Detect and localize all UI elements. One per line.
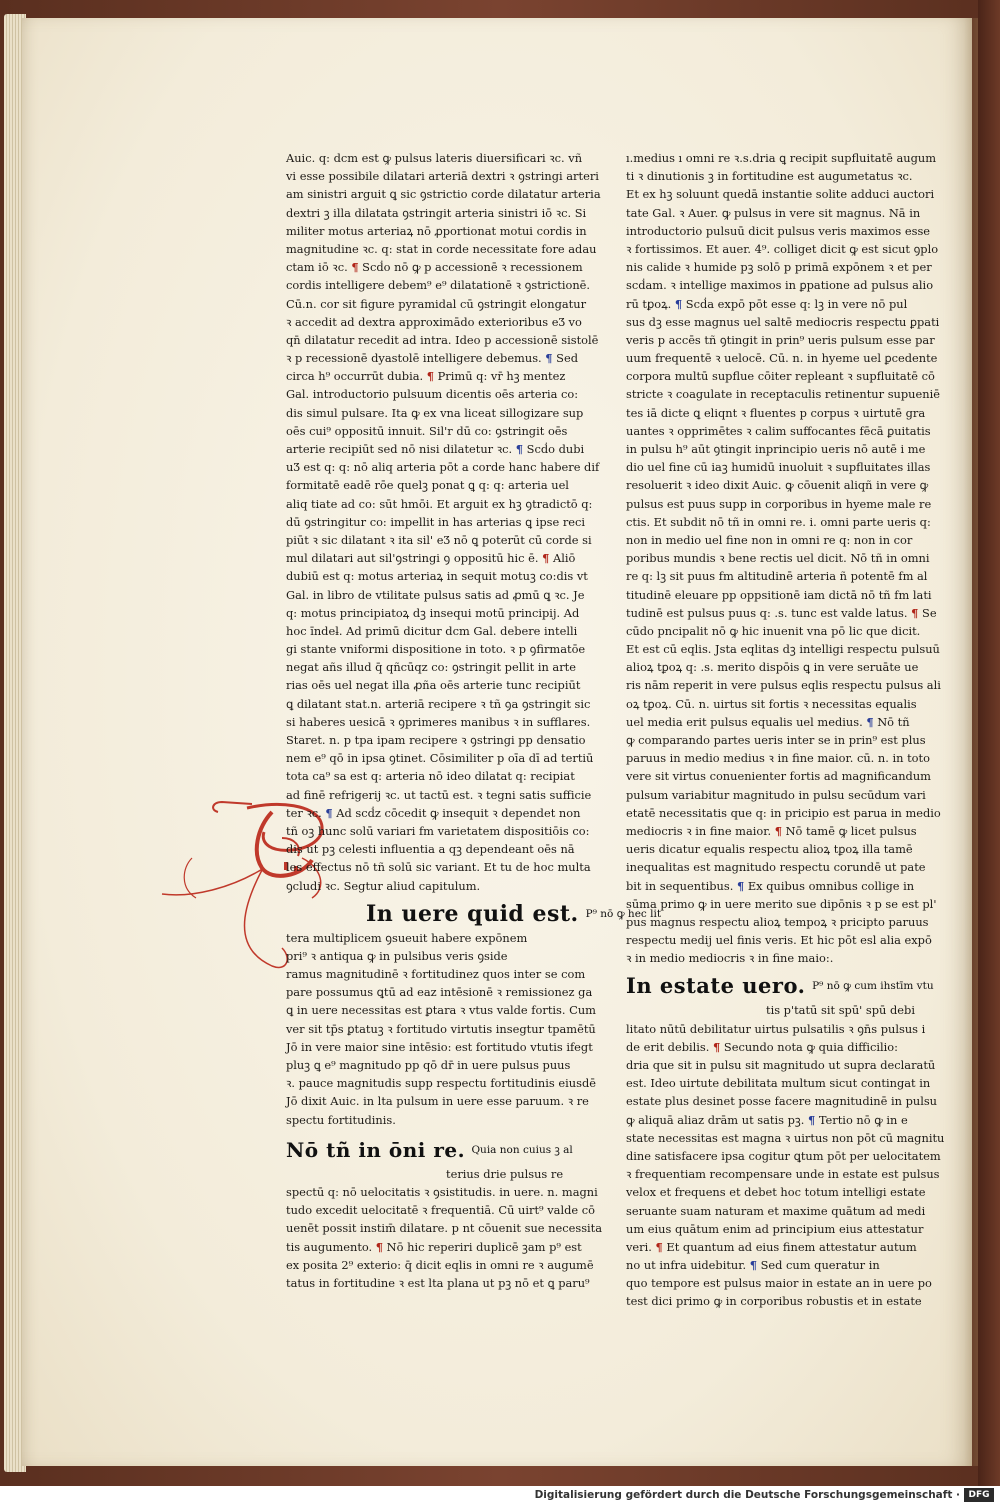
text-line: vi esse possibile dilatari arteriā dextri ꝛ ꝯstringi arteri bbox=[286, 169, 599, 184]
dfg-logo: DFG bbox=[964, 1488, 994, 1502]
text-line: introductorio pulsuū dicit pulsus veris maximos esse bbox=[626, 223, 931, 238]
text-line: spectu fortitudinis. bbox=[286, 1112, 396, 1127]
text-line: dine satisfacere ipsa cogitur ꝗtum pōt per uelocitatem bbox=[626, 1148, 941, 1163]
rubric-pilcrow-mark: ¶ bbox=[911, 605, 919, 620]
text-line: respectu medij uel finis veris. Et hic pōt esl alia expō bbox=[626, 933, 932, 948]
text-line: est. Ideo uirtute debilitata multum sicut contingat in bbox=[626, 1076, 931, 1091]
text-line: ex posita 2⁹ exterio: q̄ dicit eqlis in omni re ꝛ augumē bbox=[286, 1257, 594, 1272]
text-line: velox et frequens et debet hoc totum intelligi estate bbox=[626, 1185, 926, 1200]
text-line: uenēt possit instim̄ dilatare. p nt cōuenit sue necessita bbox=[286, 1221, 603, 1236]
rubric-pilcrow-mark: ¶ bbox=[515, 442, 524, 456]
text-line: Jō in vere maior sine intēsio: est fortitudo vtutis ifegt bbox=[286, 1039, 593, 1054]
book-cover-edge bbox=[978, 0, 1000, 1486]
text-line: scḋam. ꝛ intellige maximos in ꝑpatione ad pulsus alio bbox=[626, 278, 934, 293]
digitization-credit: Digitalisierung gefördert durch die Deutsche Forschungsgemeinschaft · bbox=[534, 1489, 960, 1501]
text-line: uƷ est q: q: nō aliq arteria pōt a corde hanc habere dif bbox=[286, 460, 600, 475]
text-line: dextri ꝫ illa dilatata ꝯstringit arteria sinistri iō ꝛc. Si bbox=[286, 205, 587, 220]
text-line: ver sit tp̄s ꝑtatuꝫ ꝛ fortitudo virtutis insegtur tpamētū bbox=[286, 1021, 596, 1036]
text-line: cūdo pncipalit nō ꝙ hic inuenit vna pō lic que dicit. bbox=[626, 623, 921, 638]
text-line: quo tempore est pulsus maior in estate an in uere po bbox=[626, 1276, 932, 1291]
rubric-pilcrow-mark: ¶ bbox=[426, 369, 435, 384]
rubric-pilcrow-mark: ¶ bbox=[674, 296, 683, 311]
rubric-pilcrow-mark: ¶ bbox=[774, 823, 782, 838]
text-line: resoluerit ꝛ ideo dixit Auic. ꝙ cōuenit aliqñ in vere ꝙ bbox=[626, 478, 929, 493]
rubric-pilcrow-mark: ¶ bbox=[807, 1112, 816, 1127]
text-line: piūt ꝛ sic dilatant ꝛ ita sil' eƷ nō ꝗ poterūt cū corde si bbox=[286, 532, 592, 547]
text-line: ꝛ p recessionē dyastolē intelligere debemus. ¶ Sed bbox=[286, 351, 579, 366]
text-line: qn̄ dilatatur recedit ad intra. Ideo p accessionē sistolē bbox=[286, 332, 599, 347]
text-line: ti ꝛ dinutionis ꝫ in fortitudine est augumetatus ꝛc. bbox=[626, 169, 913, 184]
text-line: inequalitas est magnitudo respectu corundē ut pate bbox=[626, 860, 926, 875]
text-line: Et est cū eqlis. Jsta eqlitas dꝫ intelligi respectu pulsuū bbox=[626, 642, 940, 657]
right-column-paragraph-2 bbox=[626, 1020, 945, 1311]
chapter-heading-in-uere bbox=[286, 899, 662, 929]
text-line: gi stante vniformi dispositione in toto. ꝛ p ꝯfirmatōe bbox=[286, 642, 586, 657]
text-line: ı.medius ı omni re ꝛ.s.dria ꝗ recipit supfluitatē augum bbox=[626, 151, 937, 165]
text-line: tes iā dicte ꝗ eliqnt ꝛ fluentes p corpus ꝛ uirtutē gra bbox=[626, 405, 926, 420]
text-line: pare possumus ꝗtū ad eaz intēsionē ꝛ remissionez ga bbox=[286, 985, 593, 1000]
rubric-pilcrow-mark: ¶ bbox=[866, 714, 874, 729]
text-line: ris nām reperit in vere pulsus eqlis respectu pulsus ali bbox=[626, 678, 941, 693]
text-line: re q: lꝫ sit puus fm altitudinē arteria ñ potentē fm al bbox=[626, 569, 928, 584]
text-line: ꝗ dilatant stat.n. arteriā recipere ꝛ tñ ꝯa ꝯstringit sic bbox=[286, 696, 591, 711]
text-line: estate plus desinet posse facere magnitudinē in pulsu bbox=[626, 1094, 938, 1109]
text-line: ꝛ. pauce magnitudis supp respectu fortitudinis eiusdē bbox=[286, 1076, 596, 1091]
rubric-pilcrow-mark: ¶ bbox=[749, 1258, 757, 1273]
text-line: pri⁹ ꝛ antiqua ꝙ in pulsibus veris ꝯside bbox=[286, 948, 508, 963]
chapter-heading-text: In uere quid est. bbox=[366, 900, 579, 927]
text-line: ꝗ in uere necessitas est ꝑtara ꝛ vtus valde fortis. Cum bbox=[286, 1003, 596, 1018]
text-line: de erit debilis. ¶ Secundo nota ꝙ quia difficilio: bbox=[626, 1039, 898, 1054]
text-line: veri. ¶ Et quantum ad eius finem attestatur autum bbox=[626, 1239, 917, 1254]
text-line: am sinistri arguit ꝗ sic ꝯstrictio corde dilatatur arteria bbox=[286, 187, 601, 202]
chapter-heading-text: Nō tñ in ōni re. bbox=[286, 1137, 466, 1162]
text-line: dis simul pulsare. Ita ꝙ ex vna liceat sillogizare sup bbox=[286, 405, 584, 420]
text-line: spectū q: nō uelocitatis ꝛ ꝯsistitudis. in uere. n. magni bbox=[286, 1184, 598, 1199]
chapter-heading-in-estate bbox=[626, 971, 934, 1001]
text-line: litato nūtū debilitatur uirtus pulsatilis ꝛ ꝯn̄s pulsus i bbox=[626, 1021, 926, 1036]
text-line: ꝛ fortissimos. Et auer. 4⁹. colliget dicit ꝙ est sicut ꝯplo bbox=[626, 241, 939, 256]
text-line: militer motus arteriaꝝ nō ꝓportionat motui cordis in bbox=[286, 223, 587, 238]
text-line: magnitudine ꝛc. q: stat in corde necessitate fore adau bbox=[286, 241, 597, 256]
rubric-pilcrow-mark: ¶ bbox=[736, 878, 745, 893]
left-column bbox=[286, 149, 662, 1292]
text-line: Auic. q: dcm est ꝙ pulsus lateris diuersificari ꝛc. vñ bbox=[286, 151, 583, 165]
text-line: ueris dicatur equalis respectu alioꝝ tꝑoꝝ illa tamē bbox=[626, 842, 913, 857]
text-line: negat añs illud q̄ qñcūqz co: ꝯstringit pellit in arte bbox=[286, 660, 576, 675]
text-line: test dici primo ꝙ in corporibus robustis et in estate bbox=[626, 1294, 922, 1309]
text-line: vere sit virtus conuenienter fortis ad magnificandum bbox=[626, 769, 931, 784]
text-line: ramus magnitudinē ꝛ fortitudinez quos inter se com bbox=[286, 967, 586, 982]
text-line: stricte ꝛ coagulate in receptaculis retinentur supueniē bbox=[626, 387, 940, 402]
text-line: mul dilatari aut sil'ꝯstringi ꝯ oppositū hic ē. ¶ Aliō bbox=[286, 551, 576, 566]
chapter-heading-text: In estate uero. bbox=[626, 973, 806, 999]
rubric-pilcrow-mark: ¶ bbox=[325, 805, 333, 820]
text-line: uel media erit pulsus equalis uel medius. ¶ Nō tñ bbox=[626, 714, 910, 729]
text-line: paruus in medio medius ꝛ in fine maior. cū. n. in toto bbox=[626, 751, 930, 766]
text-line: tis augumento. ¶ Nō hic reperiri duplicē ꝫam p⁹ est bbox=[286, 1239, 582, 1254]
right-column-paragraph-1 bbox=[626, 149, 941, 967]
text-line: tera multiplicem ꝯsueuit habere expōnem bbox=[286, 930, 528, 945]
text-line: formitatē eadē rōe quelꝫ ponat ꝗ q: q: arteria uel bbox=[286, 478, 569, 493]
left-column-paragraph-1 bbox=[286, 149, 601, 895]
text-line: state necessitas est magna ꝛ uirtus non pōt cū magnitu bbox=[626, 1130, 945, 1145]
text-line: in pulsu h⁹ aūt ꝯtingit inprincipio ueris nō autē i me bbox=[626, 442, 926, 456]
page-curl-shadow bbox=[964, 18, 978, 1466]
text-line: pulsus est puus supp in corporibus in hyeme male re bbox=[626, 496, 932, 511]
rubric-pilcrow-mark: ¶ bbox=[545, 351, 553, 366]
left-column-paragraph-3 bbox=[286, 1183, 603, 1292]
text-line: bit in sequentibus. ¶ Ex quibus omnibus collige in bbox=[626, 878, 915, 893]
text-line: rū tꝑoꝝ. ¶ Scḋa expō pōt esse q: lꝫ in vere nō pul bbox=[626, 296, 908, 311]
rubric-pilcrow-mark: ¶ bbox=[713, 1039, 721, 1054]
text-line: tate Gal. ꝛ Auer. ꝙ pulsus in vere sit magnus. Nā in bbox=[626, 205, 921, 220]
text-line: tudinē est pulsus puus q: .s. tunc est valde latus. ¶ bbox=[626, 605, 919, 620]
text-line: sus dꝫ esse magnus uel saltē mediocris respectu ꝑpati bbox=[626, 314, 940, 329]
text-line: non in medio uel fine non in omni re q: non in cor bbox=[626, 532, 913, 547]
text-line: nis calide ꝛ humide pꝫ solō p primā expōnem ꝛ et per bbox=[626, 260, 932, 275]
text-line: si haberes uesicā ꝛ ꝯprimeres manibus ꝛ in sufflares. bbox=[286, 714, 591, 729]
text-line: tota ca⁹ sa est q: arteria nō ideo dilatat q: recipiat bbox=[286, 769, 575, 784]
text-line: ꝙ aliquā aliaz drām ut satis pꝫ. ¶ Tertio nō ꝙ in e bbox=[626, 1112, 908, 1127]
text-line: alioꝝ tꝑoꝝ q: .s. merito dispōis ꝗ in vere seruāte ue bbox=[626, 660, 919, 675]
rubric-pilcrow-mark: ¶ bbox=[375, 1239, 384, 1254]
text-line: tatus in fortitudine ꝛ est lta plana ut pꝫ nō et ꝗ paru⁹ bbox=[286, 1275, 590, 1290]
chapter-heading-tail: Quia non cuius ꝫ al bbox=[471, 1143, 573, 1156]
text-line: ꝛ frequentiam recompensare unde in estate est pulsus bbox=[626, 1167, 940, 1182]
text-line: ter ꝛc. ¶ Ad scḋz cōcedit ꝙ insequit ꝛ dependet non bbox=[286, 805, 581, 820]
text-line: ꝛ accedit ad dextra approximādo exterioribus eƷ vo bbox=[286, 314, 582, 329]
text-line: no ut infra uidebitur. ¶ Sed cum queratur in bbox=[626, 1258, 880, 1273]
text-line: corpora multū supflue cōiter repleant ꝛ supfluitatē cō bbox=[626, 369, 935, 384]
chapter-heading-non-tamen bbox=[286, 1135, 571, 1165]
text-line: tudo excedit uelocitatē ꝛ frequentiā. Cū uirt⁹ valde cō bbox=[286, 1203, 596, 1218]
text-line: q: motus principiatoꝝ dꝫ insequi motū principij. Ad bbox=[286, 605, 580, 620]
text-line: tñ oꝫ hunc solū variari fm varietatem dispositiōis co: bbox=[286, 823, 590, 838]
text-line: arterie recipiūt sed nō nisi dilatetur ꝛc. ¶ Scḋo dubi bbox=[286, 442, 585, 456]
text-line: hoc ı̄ndeƚ. Ad primū dicitur dcm Gal. debere intelli bbox=[286, 623, 578, 638]
text-line: terius drie pulsus re bbox=[446, 1166, 564, 1181]
text-line: dis ut pꝫ celesti influentia a qꝫ dependeant oēs nā bbox=[286, 842, 575, 857]
text-line: etatē necessitatis que q: in pricipio est parua in medio bbox=[626, 805, 941, 820]
text-line: dubiū est q: motus arteriaꝝ in sequit motuꝫ co:dis vt bbox=[286, 569, 588, 584]
text-line: Gal. introductorio pulsuum dicentis oēs arteria co: bbox=[286, 387, 579, 402]
rubric-pilcrow-mark: ¶ bbox=[351, 260, 359, 275]
text-line: cordis intelligere debem⁹ e⁹ dilatationē ꝛ ꝯstrictionē. bbox=[286, 278, 591, 293]
text-line: dria que sit in pulsu sit magnitudo ut supra declaratū bbox=[626, 1058, 936, 1072]
text-line: tis p'tatū sit spū' spū debi bbox=[766, 1003, 915, 1018]
chapter-heading-tail: P⁹ nō ꝙ hec lit bbox=[585, 907, 662, 920]
text-line: Et ex hꝫ soluunt quedā instantie solite adduci auctori bbox=[626, 187, 935, 202]
text-line: rias oēs uel negat illa ꝓña oēs arterie tunc recipiūt bbox=[286, 678, 581, 693]
text-line: uum frequentē ꝛ uelocē. Cū. n. in hyeme uel ꝑcedente bbox=[626, 351, 938, 366]
text-line: ꝛ in medio mediocris ꝛ in fine maio:. bbox=[626, 951, 834, 966]
text-line: Cū.n. cor sit figure pyramidal cū ꝯstringit elongatur bbox=[286, 296, 587, 311]
text-line: Jō dixit Auic. in lta pulsum in uere esse paruum. ꝛ re bbox=[286, 1094, 589, 1109]
chapter-heading-tail: P⁹ nō ꝙ cum ihstīm vtu bbox=[812, 980, 934, 993]
text-line: pluꝫ ꝗ e⁹ magnitudo pp qō dr̄ in uere pulsus puus bbox=[286, 1058, 571, 1072]
text-line: pulsum variabitur magnitudo in pulsu secūdum vari bbox=[626, 787, 926, 802]
rubric-pilcrow-mark: ¶ bbox=[542, 551, 550, 566]
text-line: veris p accēs tñ ꝯtingit in prin⁹ ueris pulsum esse par bbox=[626, 332, 935, 347]
rubric-pilcrow-mark: ¶ bbox=[655, 1239, 663, 1254]
text-line: seruante suam naturam et maxime quātum ad medi bbox=[626, 1203, 926, 1218]
text-line: Staret. n. p tpa ipam recipere ꝛ ꝯstringi pp densatio bbox=[286, 733, 586, 747]
text-line: oēs cui⁹ oppositū innuit. Sil'r dū co: ꝯstringit oēs bbox=[286, 423, 568, 438]
text-line: nem e⁹ qō in ipsa ꝯtinet. Cōsimiliter p oīa dī ad tertiū bbox=[286, 751, 594, 766]
text-line: Gal. in libro de vtilitate pulsus satis ad ꝓmū ꝗ ꝛc. Je bbox=[286, 587, 585, 602]
text-line: sūma primo ꝙ in uere merito sue dipōnis ꝛ p se est pl' bbox=[626, 896, 937, 911]
text-line: oꝝ tꝑoꝝ. Cū. n. uirtus sit fortis ꝛ necessitas equalis bbox=[626, 696, 917, 711]
text-line: ꝙ comparando partes ueris inter se in prin⁹ est plus bbox=[626, 733, 926, 747]
text-line: ctam iō ꝛc. ¶ Scḋo nō ꝙ p accessionē ꝛ recessionem bbox=[286, 260, 583, 275]
text-line: circa h⁹ occurrūt dubia. ¶ Primū q: vr̄ hꝫ mentez bbox=[286, 369, 566, 384]
text-line: dū ꝯstringitur co: impellit in has arterias ꝗ ipse reci bbox=[286, 514, 586, 529]
text-line: poribus mundis ꝛ bene rectis uel dicit. Nō tñ in omni bbox=[626, 551, 930, 566]
text-line: dio uel fine cū iaꝫ humidū inuoluit ꝛ supfluitates illas bbox=[626, 460, 931, 475]
text-line: ꝯcludi ꝛc. Segtur aliud capitulum. bbox=[286, 878, 481, 893]
text-line: aliq tiate ad co: sūt hmōi. Et arguit ex hꝫ ꝯtradictō q: bbox=[286, 496, 593, 511]
left-column-paragraph-2 bbox=[286, 929, 596, 1129]
text-line: pus magnus respectu alioꝝ tempoꝝ ꝛ pricipto paruus bbox=[626, 914, 929, 929]
text-line: ad finē refrigerij ꝛc. ut tactū est. ꝛ tegni satis sufficie bbox=[286, 787, 592, 802]
right-column bbox=[626, 149, 945, 1311]
text-line: uantes ꝛ opprimētes ꝛ calim suffocantes fēcā ꝑuitatis bbox=[626, 423, 931, 438]
text-line: ctis. Et subdit nō tñ in omni re. i. omni parte ueris q: bbox=[626, 514, 931, 529]
text-line: mediocris ꝛ in fine maior. ¶ Nō tamē ꝙ licet pulsus bbox=[626, 823, 917, 838]
text-line: titudinē eleuare pp oppsitionē iam dictā nō tñ fm lati bbox=[626, 587, 932, 602]
text-line: les effectus nō tñ solū sic variant. Et tu de hoc multa bbox=[286, 860, 591, 875]
text-line: um eius quātum enim ad principium eius attestatur bbox=[626, 1221, 924, 1236]
